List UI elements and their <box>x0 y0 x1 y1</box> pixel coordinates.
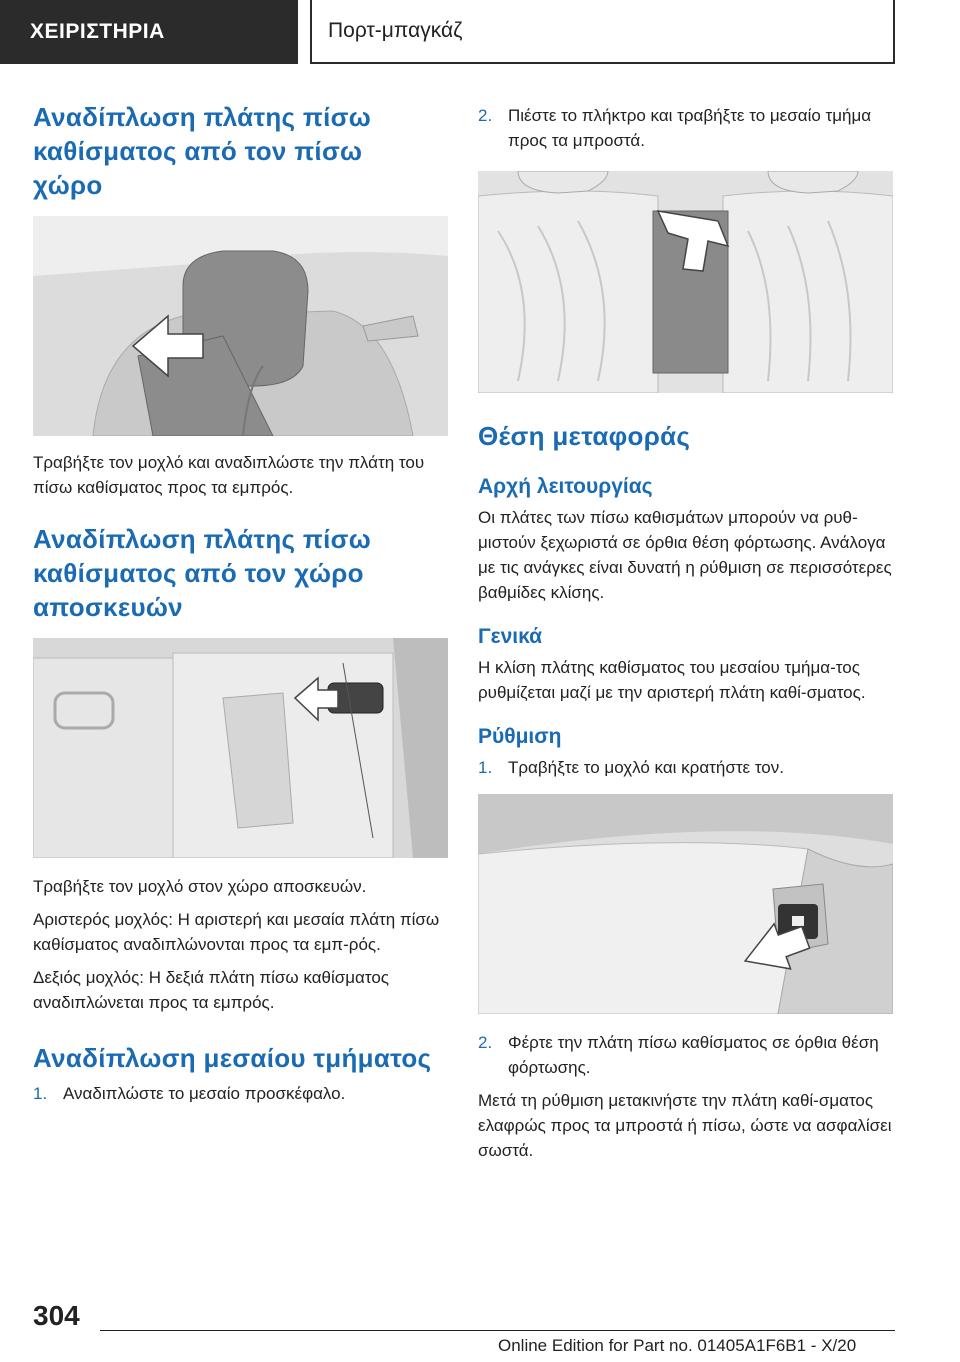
step-number: 1. <box>478 758 493 777</box>
page-number: 304 <box>33 1300 80 1331</box>
section-title: ΧΕΙΡΙΣΤΗΡΙΑ <box>30 20 165 43</box>
heading-transport-position: Θέση μεταφοράς <box>478 421 691 451</box>
figure-lever-closeup <box>478 794 893 1014</box>
text-pull-lever-fold: Τραβήξτε τον μοχλό και αναδιπλώστε την πλάτη του πίσω καθίσματος προς τα εμπρός. <box>33 453 425 497</box>
heading-fold-from-trunk: Αναδίπλωση πλάτης πίσω καθίσματος από τον χώρο αποσκευών <box>33 524 371 622</box>
step-text: Φέρτε την πλάτη πίσω καθίσματος σε όρθια θέση φόρτωσης. <box>508 1033 879 1077</box>
trunk-lever-illustration <box>33 638 448 858</box>
section-tab <box>0 0 298 64</box>
heading-fold-middle: Αναδίπλωση μεσαίου τμήματος <box>33 1043 432 1073</box>
middle-section-illustration <box>478 171 893 393</box>
heading-fold-from-rear: Αναδίπλωση πλάτης πίσω καθίσματος από τον πίσω χώρο <box>33 102 371 200</box>
chapter-title: Πορτ-μπαγκάζ <box>328 19 463 42</box>
footer-edition: Online Edition for Part no. 01405A1F6B1 - X/20 <box>498 1336 857 1355</box>
text-right-lever: Δεξιός μοχλός: Η δεξιά πλάτη πίσω καθίσματος αναδιπλώνεται προς τα εμπρός. <box>33 968 390 1012</box>
step-number: 2. <box>478 106 493 125</box>
text-pull-trunk-lever: Τραβήξτε τον μοχλό στον χώρο αποσκευών. <box>33 877 367 896</box>
right-column <box>478 100 893 1163</box>
text-after-adjustment: Μετά τη ρύθμιση μετακινήστε την πλάτη καθί-σματος ελαφρώς προς τα μπροστά ή πίσω, ώστε να ασφαλίσει σωστά. <box>478 1091 892 1160</box>
left-column <box>33 100 448 1106</box>
lever-closeup-illustration <box>478 794 893 1014</box>
chapter-tab <box>310 0 895 64</box>
footer-divider <box>100 1330 895 1331</box>
headrest-lever-illustration <box>33 216 448 436</box>
subheading-adjustment: Ρύθμιση <box>478 725 562 748</box>
step-number: 2. <box>478 1033 493 1052</box>
step-text: Τραβήξτε το μοχλό και κρατήστε τον. <box>508 758 784 777</box>
step-move-upright <box>478 1030 893 1080</box>
figure-trunk-lever <box>33 638 448 858</box>
text-principle: Οι πλάτες των πίσω καθισμάτων μπορούν να ρυθ-μιστούν ξεχωριστά σε όρθια θέση φόρτωσης. Ανάλογα με τις ανάγκες είναι δυνατή η ρύθμιση σε περισσότερες βαθμίδες κλίσης. <box>478 508 892 602</box>
figure-middle-section <box>478 171 893 393</box>
subheading-principle: Αρχή λειτουργίας <box>478 475 653 498</box>
figure-headrest-lever <box>33 216 448 436</box>
step-text: Πιέστε το πλήκτρο και τραβήξτε το μεσαίο τμήμα προς τα μπροστά. <box>508 106 872 150</box>
step-press-button-pull-middle <box>478 103 893 153</box>
step-pull-hold-lever <box>478 755 893 780</box>
text-general: Η κλίση πλάτης καθίσματος του μεσαίου τμήμα-τος ρυθμίζεται μαζί με την αριστερή πλάτη καθί-σματος. <box>478 658 866 702</box>
step-fold-middle-headrest <box>33 1081 448 1106</box>
step-number: 1. <box>33 1084 48 1103</box>
text-left-lever: Αριστερός μοχλός: Η αριστερή και μεσαία πλάτη πίσω καθίσματος αναδιπλώνονται προς τα εμπ-ρός. <box>33 910 440 954</box>
subheading-general: Γενικά <box>478 625 543 648</box>
step-text: Αναδιπλώστε το μεσαίο προσκέφαλο. <box>63 1084 346 1103</box>
